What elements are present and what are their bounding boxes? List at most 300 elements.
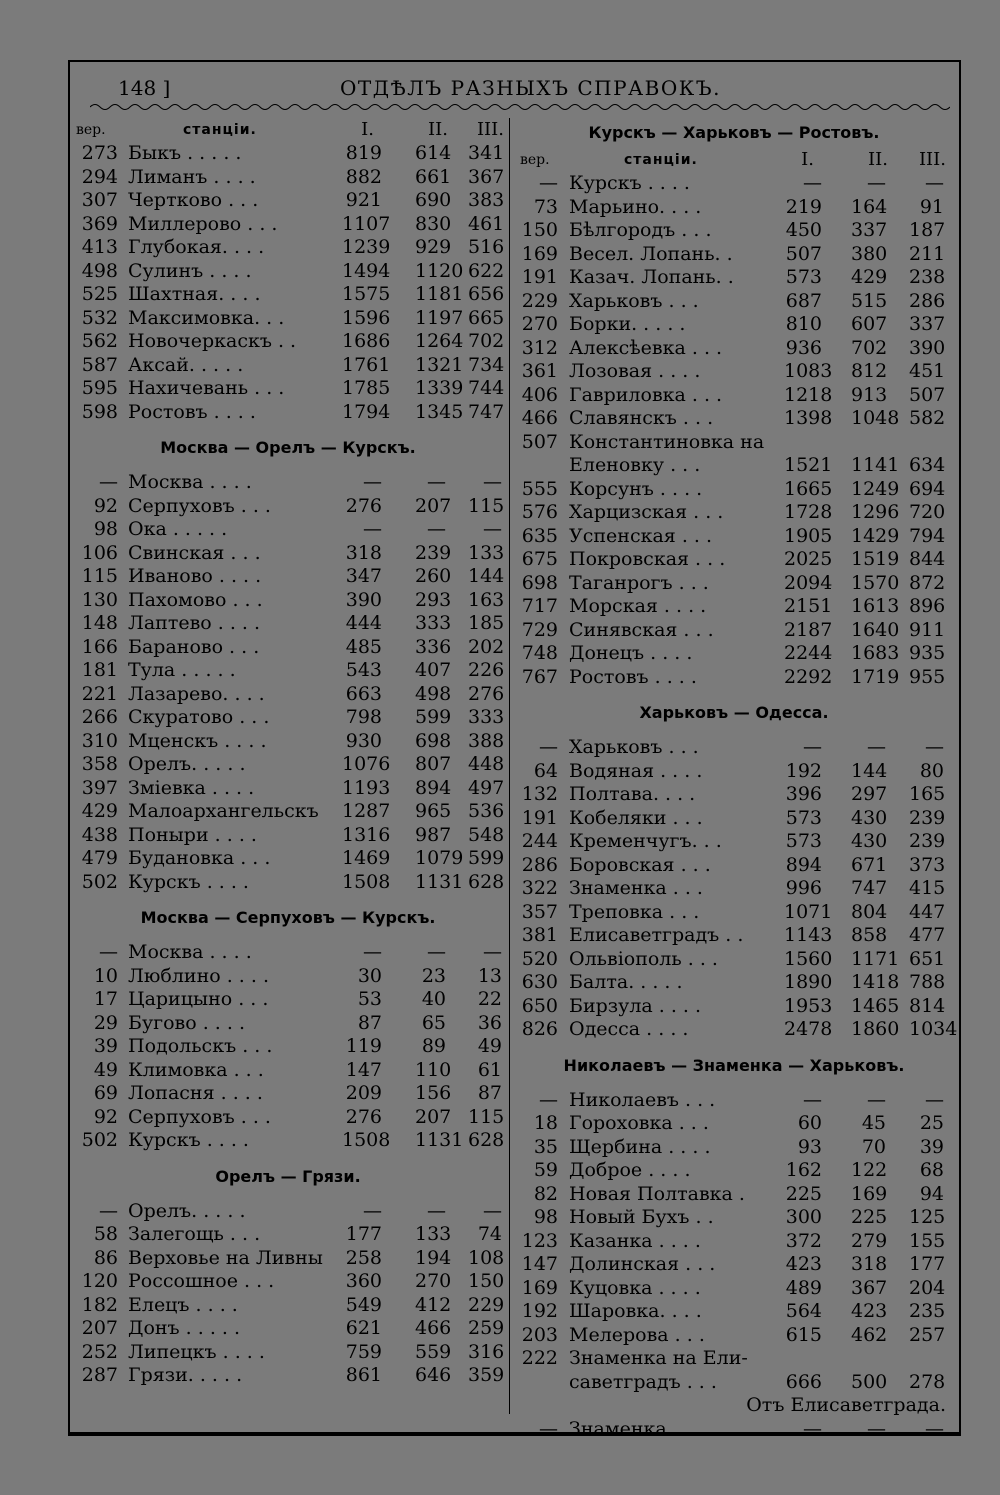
row-fare-3: 211 [909,242,946,265]
row-fare-3: 794 [909,524,946,547]
table-row [514,783,954,807]
row-fare-3: 202 [468,635,505,658]
row-verst: 207 [81,1317,118,1339]
row-fare-2: — [427,518,446,540]
row-station: Глубокая. . . . [128,236,265,258]
row-station: Малоархангельскъ [128,800,319,822]
row-verst: 69 [93,1082,118,1104]
row-station: Верховье на Ливны [128,1246,323,1269]
row-fare-3: 359 [468,1364,505,1386]
row-fare-2: 929 [415,236,452,258]
row-fare-2: 89 [421,1035,446,1057]
table-row [70,236,506,260]
row-fare-2: 1171 [851,947,900,970]
row-verst: 35 [533,1135,558,1158]
row-verst: 147 [521,1253,558,1275]
row-station: Скуратово . . . [128,706,270,728]
row-verst: 630 [521,971,558,993]
row-station: Гороховка . . . [569,1112,709,1134]
table-row [514,243,954,267]
row-fare-3: — [483,518,502,540]
table-row [70,1129,506,1153]
row-fare-1: 543 [345,659,382,681]
row-verst: — [99,471,118,493]
row-fare-3: 239 [909,830,946,852]
row-fare-1: 276 [345,1105,382,1128]
row-fare-3: 955 [909,665,946,688]
row-fare-2: 858 [851,924,888,946]
row-verst: 532 [81,306,118,329]
row-station: Борки. . . . . [569,313,686,335]
row-fare-3: 36 [477,1011,502,1034]
row-station: Кременчугъ. . . [569,830,722,852]
row-fare-1: 1761 [342,353,391,376]
row-station: Чертково . . . [128,189,259,211]
row-fare-3: 367 [468,165,505,188]
row-station: Лазарево. . . . [128,682,265,705]
row-fare-3: — [925,1088,944,1111]
row-fare-2: 1640 [851,618,900,641]
row-fare-1: 921 [345,189,382,211]
row-station: Доброе . . . . [569,1159,691,1181]
row-verst: 576 [521,501,558,523]
row-fare-3: — [483,941,502,963]
table-row [514,619,954,643]
row-fare-1: 936 [785,336,822,359]
row-fare-1: 2292 [784,665,833,688]
row-fare-1: 360 [345,1270,382,1292]
table-row [514,290,954,314]
row-verst: 10 [93,964,118,987]
row-fare-1: 60 [797,1112,822,1134]
row-fare-3: 656 [468,283,505,305]
table-row [70,518,506,542]
row-fare-1: 573 [785,806,822,829]
row-verst: 406 [521,383,558,406]
row-station: Гавриловка . . . [569,383,723,406]
table-row [514,266,954,290]
table-row [514,854,954,878]
row-station: Люблино . . . . [128,964,269,987]
table-row [70,471,506,495]
row-verst: 361 [521,360,558,382]
row-verst: 123 [521,1229,558,1252]
table-row [70,283,506,307]
table-row [514,1136,954,1160]
row-fare-1: 549 [345,1293,382,1316]
row-fare-2: 1321 [415,353,464,376]
row-station: Елисаветградъ . . [569,924,744,946]
row-station: Боровская . . . [569,853,711,876]
row-fare-2: 1418 [851,971,900,993]
row-station: Синявская . . . [569,618,714,641]
row-fare-2: 110 [415,1058,452,1081]
row-fare-3: 341 [468,142,505,164]
header-stations: станціи. [624,152,698,168]
row-fare-3: 80 [919,759,944,782]
row-verst: 221 [81,682,118,705]
table-row [514,901,954,925]
row-verst: 322 [521,877,558,899]
row-fare-2: 1131 [415,1129,464,1151]
row-fare-3: — [925,736,944,758]
row-fare-1: 162 [785,1159,822,1181]
header-ver: вер. [76,122,106,138]
row-verst: — [539,1417,558,1440]
table-row [70,1341,506,1365]
row-fare-1: 663 [345,682,382,705]
row-fare-2: 1181 [415,283,464,305]
page-number: 148 ] [118,76,171,100]
table-row [514,971,954,995]
table-row [70,1294,506,1318]
row-fare-3: 628 [468,1129,505,1151]
row-verst: 64 [533,759,558,782]
row-station: Зміевка . . . . [128,776,255,799]
row-fare-2: 498 [415,682,452,705]
row-fare-2: 156 [415,1082,452,1104]
row-fare-1: 930 [345,729,382,752]
row-fare-3: 286 [909,289,946,312]
row-station: Пахомово . . . [128,588,263,611]
row-fare-3: 516 [468,236,505,258]
row-verst: 438 [81,823,118,846]
wavy-rule [90,100,950,114]
row-verst: 294 [81,165,118,188]
row-verst: 595 [81,377,118,399]
column-header [70,118,506,142]
row-fare-3: 235 [909,1300,946,1322]
row-verst: 266 [81,706,118,728]
row-fare-3: 628 [468,870,505,893]
row-verst: 181 [81,659,118,681]
row-fare-3: 447 [909,900,946,923]
row-fare-1: 2025 [784,548,833,570]
row-fare-1: — [803,1417,822,1440]
row-fare-3: 155 [909,1229,946,1252]
row-verst: 358 [81,753,118,775]
table-row [70,1317,506,1341]
row-verst: 429 [81,800,118,822]
table-row [514,736,954,760]
row-verst: 17 [93,988,118,1010]
row-fare-1: 276 [345,494,382,517]
row-fare-3: 734 [468,353,505,376]
row-fare-3: 125 [909,1206,946,1228]
table-row [70,1082,506,1106]
row-fare-2: 144 [851,759,888,782]
table-row [514,1371,954,1395]
row-fare-2: 207 [415,494,452,517]
row-verst: 826 [521,1018,558,1040]
row-verst: 397 [81,776,118,799]
row-station: Харьковъ . . . [569,289,699,312]
row-fare-2: 1131 [415,870,464,893]
row-station: Одесса . . . . [569,1018,689,1040]
table-row [70,377,506,401]
row-station: Сулинъ . . . . [128,259,252,282]
row-station: Новый Бухъ . . [569,1206,714,1228]
row-station: Елецъ . . . . [128,1293,238,1316]
row-fare-2: 380 [851,242,888,265]
row-fare-1: 1905 [784,524,833,547]
row-fare-1: 564 [785,1300,822,1322]
row-station: Щербина . . . . [569,1135,711,1158]
left-column [70,118,506,1388]
table-row [514,1253,954,1277]
row-station: Орелъ. . . . . [128,753,246,775]
row-fare-2: 1613 [851,595,900,617]
row-fare-1: 1890 [784,971,833,993]
row-fare-2: 1048 [851,407,900,429]
row-fare-3: 788 [909,971,946,993]
row-verst: 130 [81,588,118,611]
row-fare-2: 423 [851,1300,888,1322]
row-fare-3: 702 [468,330,505,352]
row-fare-1: 93 [797,1135,822,1158]
row-fare-1: 2244 [784,642,833,664]
table-row [70,847,506,871]
row-fare-1: 219 [785,195,822,218]
row-fare-1: 1953 [784,994,833,1017]
row-fare-1: 1575 [342,283,391,305]
table-row [514,1324,954,1348]
row-fare-3: 39 [919,1135,944,1158]
row-station: Константиновка на [569,430,765,453]
row-verst: 587 [81,353,118,376]
row-station: Шахтная. . . . [128,283,261,305]
row-station: Бугово . . . . [128,1011,245,1034]
row-fare-1: — [363,471,382,493]
row-fare-3: 226 [468,659,505,681]
row-station: Залегощь . . . [128,1223,261,1245]
column-divider [509,118,510,1414]
table-row [514,995,954,1019]
row-verst: 18 [533,1112,558,1134]
table-row [514,478,954,502]
row-fare-3: — [925,1417,944,1440]
row-fare-1: — [363,941,382,963]
row-fare-2: 333 [415,612,452,634]
table-row [70,683,506,707]
row-fare-2: 194 [415,1246,452,1269]
row-verst: 203 [521,1323,558,1346]
row-fare-1: 489 [785,1276,822,1299]
row-fare-2: 239 [415,541,452,564]
row-fare-1: 147 [345,1058,382,1081]
row-fare-1: 485 [345,635,382,658]
row-fare-1: 2151 [784,595,833,617]
row-fare-2: 225 [851,1206,888,1228]
table-row [514,407,954,431]
table-row [514,1347,954,1371]
row-fare-3: 665 [468,306,505,329]
row-fare-2: 260 [415,565,452,587]
row-fare-1: 1508 [342,1129,391,1151]
row-station: Казанка . . . . [569,1229,701,1252]
row-station: Водяная . . . . [569,759,703,782]
row-fare-1: 507 [785,242,822,265]
row-fare-2: 297 [851,783,888,805]
row-station: Москва . . . . [128,471,252,493]
row-fare-1: 1076 [342,753,391,775]
header-class-3: III. [476,119,504,140]
row-fare-3: 133 [468,541,505,564]
row-verst: 312 [521,336,558,359]
row-fare-2: 45 [861,1112,886,1134]
table-row [70,706,506,730]
row-fare-1: 1316 [342,823,391,846]
row-verst: 148 [81,612,118,634]
row-fare-1: 444 [345,612,382,634]
table-row [70,988,506,1012]
row-fare-2: 987 [415,823,452,846]
row-verst: 120 [81,1270,118,1292]
row-verst: 357 [521,900,558,923]
row-station: Будановка . . . [128,847,271,869]
row-verst: 381 [521,924,558,946]
row-verst: 650 [521,994,558,1017]
row-fare-1: 666 [785,1370,822,1393]
row-fare-3: 74 [477,1223,502,1245]
row-fare-1: 996 [785,877,822,899]
table-row [514,1159,954,1183]
row-fare-2: 1429 [851,524,900,547]
row-station: Успенская . . . [569,524,713,547]
row-fare-2: 804 [851,900,888,923]
row-fare-2: 1345 [415,400,464,423]
row-fare-1: 1143 [784,924,833,946]
section-title: Москва — Серпуховъ — Курскъ. [140,908,436,927]
row-fare-3: 383 [468,189,505,211]
table-row [514,1230,954,1254]
row-fare-2: 336 [415,635,452,658]
table-row [70,730,506,754]
row-fare-2: — [867,736,886,758]
row-fare-2: 1079 [415,847,464,869]
row-station: Лиманъ . . . . [128,165,256,188]
row-verst: 106 [81,541,118,564]
table-row [70,565,506,589]
header-class-2: II. [428,119,448,140]
row-verst: 502 [81,870,118,893]
row-fare-1: 1596 [342,306,391,329]
row-fare-2: 279 [851,1229,888,1252]
row-fare-3: 163 [468,588,505,611]
row-station: Свинская . . . [128,541,261,564]
row-fare-3: 61 [477,1058,502,1081]
row-station: Аксай. . . . . [128,353,244,376]
row-station: Новая Полтавка . [569,1182,745,1205]
row-station: Лаптево . . . . [128,612,261,634]
table-row [70,589,506,613]
row-fare-2: 430 [851,830,888,852]
row-verst: 555 [521,477,558,500]
table-row [514,313,954,337]
table-row [514,360,954,384]
row-fare-1: 894 [785,853,822,876]
row-station: Харьковъ . . . [569,736,699,758]
header-class-3: III. [918,149,946,170]
table-row [514,1183,954,1207]
row-fare-1: 192 [785,759,822,782]
row-fare-1: — [803,736,822,758]
row-fare-1: 1521 [784,454,833,476]
row-fare-3: — [483,1199,502,1222]
row-station: Марьино. . . . [569,195,702,218]
table-row [514,642,954,666]
row-fare-2: 412 [415,1293,452,1316]
row-station: Царицыно . . . [128,988,269,1010]
row-station: Курскъ . . . . [128,870,249,893]
table-row [70,1270,506,1294]
row-fare-3: 415 [909,877,946,899]
table-row [514,525,954,549]
row-station: Курскъ . . . . [128,1129,249,1151]
row-verst: 82 [533,1182,558,1205]
row-station: Знаменка . . . [569,877,703,899]
header-ver: вер. [520,152,550,168]
table-row [514,1277,954,1301]
table-row [70,354,506,378]
table-row [514,196,954,220]
row-fare-3: 844 [909,548,946,570]
row-fare-1: 1071 [784,900,833,923]
header-class-2: II. [868,149,888,170]
table-row [70,330,506,354]
section-title: Москва — Орелъ — Курскъ. [160,438,416,457]
section-title: Николаевъ — Знаменка — Харьковъ. [563,1055,905,1075]
row-fare-1: 318 [345,541,382,564]
table-row [70,166,506,190]
row-fare-2: 690 [415,189,452,211]
row-station: Серпуховъ . . . [128,1105,271,1128]
table-row [70,1223,506,1247]
row-station: Еленовку . . . [569,454,701,476]
row-verst: — [99,941,118,963]
row-verst: 273 [81,142,118,164]
row-station: Полтава. . . . [569,783,696,805]
row-station: Алексѣевка . . . [569,336,723,359]
row-fare-2: 559 [415,1340,452,1363]
row-station: Треповка . . . [569,900,700,923]
row-station: Лозовая . . . . [569,360,701,382]
table-row [514,807,954,831]
row-fare-3: 911 [909,618,946,641]
row-station: Бѣлгородъ . . . [569,219,712,241]
row-fare-3: — [925,172,944,194]
row-verst: 169 [521,1276,558,1299]
row-fare-1: 1083 [784,360,833,382]
row-fare-3: 872 [909,571,946,594]
table-row [70,213,506,237]
page-title: ОТДѢЛЪ РАЗНЫХЪ СПРАВОКЪ. [340,76,721,100]
row-fare-2: 747 [851,877,888,899]
row-fare-3: 744 [468,377,505,399]
row-fare-1: 347 [345,565,382,587]
table-row [514,1112,954,1136]
row-fare-2: 207 [415,1105,452,1128]
row-station: Мелерова . . . [569,1323,705,1346]
table-row [514,219,954,243]
table-row [70,142,506,166]
row-fare-3: 337 [909,313,946,335]
row-fare-3: 144 [468,565,505,587]
row-fare-1: 2187 [784,618,833,641]
row-fare-3: 1034 [909,1018,958,1040]
row-station: Кобеляки . . . [569,806,703,829]
row-verst: 73 [533,195,558,218]
